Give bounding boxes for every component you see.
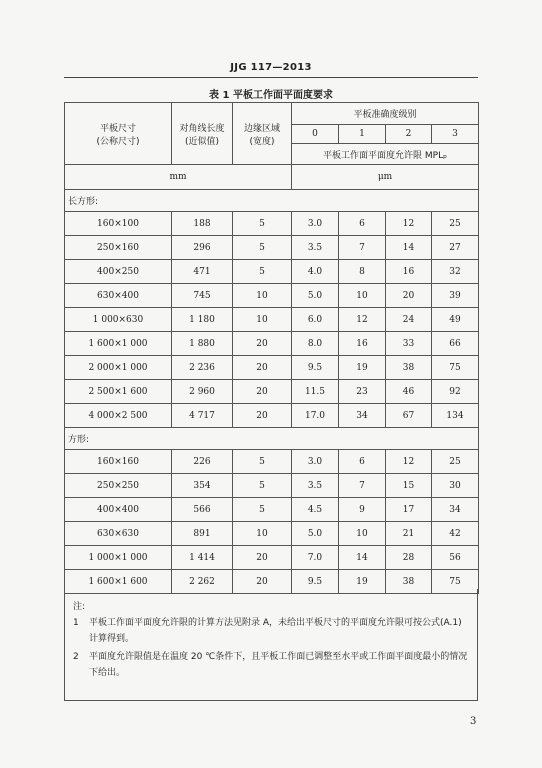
cell-diagonal: 566 bbox=[172, 498, 233, 522]
cell-size: 250×160 bbox=[65, 236, 172, 260]
cell-grade-3: 49 bbox=[432, 308, 479, 332]
col-header-edge-sub: (宽度) bbox=[249, 136, 275, 147]
table-row bbox=[65, 332, 479, 356]
cell-edge: 20 bbox=[233, 404, 292, 428]
cell-grade-0: 3.0 bbox=[292, 212, 339, 236]
cell-diagonal: 2 262 bbox=[172, 570, 233, 594]
table-row bbox=[65, 546, 479, 570]
cell-edge: 20 bbox=[233, 356, 292, 380]
grade-0: 0 bbox=[292, 125, 339, 144]
cell-grade-2: 14 bbox=[386, 236, 432, 260]
cell-diagonal: 471 bbox=[172, 260, 233, 284]
cell-grade-1: 10 bbox=[339, 284, 386, 308]
cell-diagonal: 226 bbox=[172, 450, 233, 474]
cell-grade-1: 19 bbox=[339, 570, 386, 594]
col-header-grade: 平板准确度级别 bbox=[292, 103, 479, 125]
note-2-number: 2 bbox=[73, 652, 79, 662]
cell-edge: 20 bbox=[233, 380, 292, 404]
cell-grade-0: 9.5 bbox=[292, 356, 339, 380]
section-label-square: 方形: bbox=[65, 428, 479, 450]
table-row bbox=[65, 450, 479, 474]
cell-size: 1 000×630 bbox=[65, 308, 172, 332]
cell-grade-3: 42 bbox=[432, 522, 479, 546]
col-header-diagonal-label: 对角线长度 bbox=[179, 123, 225, 134]
rect-rows bbox=[65, 212, 479, 428]
rect-section bbox=[65, 190, 479, 212]
cell-diagonal: 1 180 bbox=[172, 308, 233, 332]
grade-1: 1 bbox=[339, 125, 386, 144]
cell-grade-2: 67 bbox=[386, 404, 432, 428]
cell-size: 400×250 bbox=[65, 260, 172, 284]
cell-grade-3: 25 bbox=[432, 450, 479, 474]
cell-grade-3: 75 bbox=[432, 570, 479, 594]
notes-box bbox=[64, 589, 478, 701]
cell-grade-2: 33 bbox=[386, 332, 432, 356]
cell-grade-0: 7.0 bbox=[292, 546, 339, 570]
col-header-edge-label: 边缘区域 bbox=[243, 123, 280, 134]
cell-diagonal: 2 960 bbox=[172, 380, 233, 404]
cell-grade-3: 75 bbox=[432, 356, 479, 380]
cell-edge: 20 bbox=[233, 570, 292, 594]
page-number: 3 bbox=[470, 716, 477, 727]
cell-edge: 5 bbox=[233, 260, 292, 284]
col-header-edge bbox=[233, 103, 292, 165]
cell-grade-0: 5.0 bbox=[292, 522, 339, 546]
cell-grade-1: 16 bbox=[339, 332, 386, 356]
table-row bbox=[65, 212, 479, 236]
cell-grade-3: 27 bbox=[432, 236, 479, 260]
cell-grade-2: 38 bbox=[386, 356, 432, 380]
note-1 bbox=[73, 615, 469, 647]
cell-grade-1: 9 bbox=[339, 498, 386, 522]
note-1-number: 1 bbox=[73, 618, 79, 628]
grade-2: 2 bbox=[386, 125, 432, 144]
cell-size: 1 600×1 600 bbox=[65, 570, 172, 594]
cell-grade-3: 39 bbox=[432, 284, 479, 308]
unit-mm: mm bbox=[65, 165, 292, 190]
table-row bbox=[65, 474, 479, 498]
cell-grade-0: 17.0 bbox=[292, 404, 339, 428]
cell-size: 1 600×1 000 bbox=[65, 332, 172, 356]
cell-grade-0: 8.0 bbox=[292, 332, 339, 356]
flatness-table bbox=[64, 102, 479, 594]
cell-grade-3: 32 bbox=[432, 260, 479, 284]
cell-size: 1 000×1 000 bbox=[65, 546, 172, 570]
cell-grade-0: 9.5 bbox=[292, 570, 339, 594]
cell-edge: 5 bbox=[233, 450, 292, 474]
cell-grade-1: 7 bbox=[339, 474, 386, 498]
cell-grade-2: 20 bbox=[386, 284, 432, 308]
cell-size: 2 000×1 000 bbox=[65, 356, 172, 380]
cell-grade-2: 12 bbox=[386, 450, 432, 474]
cell-edge: 20 bbox=[233, 546, 292, 570]
col-header-mpl: 平板工作面平面度允许限 MPLₚ bbox=[292, 144, 479, 165]
cell-grade-0: 5.0 bbox=[292, 284, 339, 308]
table-row bbox=[65, 284, 479, 308]
table-row bbox=[65, 260, 479, 284]
col-header-size-label: 平板尺寸 bbox=[99, 123, 136, 134]
cell-edge: 5 bbox=[233, 212, 292, 236]
unit-um: μm bbox=[292, 165, 479, 190]
cell-edge: 5 bbox=[233, 498, 292, 522]
cell-grade-0: 3.5 bbox=[292, 474, 339, 498]
cell-diagonal: 354 bbox=[172, 474, 233, 498]
cell-size: 160×160 bbox=[65, 450, 172, 474]
cell-grade-3: 34 bbox=[432, 498, 479, 522]
cell-grade-3: 134 bbox=[432, 404, 479, 428]
cell-grade-3: 56 bbox=[432, 546, 479, 570]
cell-grade-1: 7 bbox=[339, 236, 386, 260]
cell-grade-0: 4.0 bbox=[292, 260, 339, 284]
cell-grade-3: 30 bbox=[432, 474, 479, 498]
col-header-diagonal bbox=[172, 103, 233, 165]
cell-edge: 5 bbox=[233, 474, 292, 498]
cell-grade-0: 4.5 bbox=[292, 498, 339, 522]
cell-diagonal: 1 880 bbox=[172, 332, 233, 356]
cell-grade-1: 23 bbox=[339, 380, 386, 404]
cell-grade-1: 10 bbox=[339, 522, 386, 546]
table-row bbox=[65, 498, 479, 522]
col-header-size-sub: (公称尺寸) bbox=[96, 136, 140, 147]
grade-3: 3 bbox=[432, 125, 479, 144]
cell-grade-2: 15 bbox=[386, 474, 432, 498]
cell-diagonal: 745 bbox=[172, 284, 233, 308]
table-row bbox=[65, 522, 479, 546]
note-2 bbox=[73, 649, 469, 681]
cell-edge: 10 bbox=[233, 308, 292, 332]
col-header-size bbox=[65, 103, 172, 165]
note-2-text: 平面度允许限值是在温度 20 ℃条件下，且平板工作面已调整至水平或工作面平面度最小的情况下给出。 bbox=[89, 652, 468, 678]
note-1-text: 平板工作面平面度允许限的计算方法见附录 A，未给出平板尺寸的平面度允许限可按公式(A.1)计算得到。 bbox=[89, 618, 462, 644]
cell-grade-2: 28 bbox=[386, 546, 432, 570]
cell-grade-2: 12 bbox=[386, 212, 432, 236]
table-row bbox=[65, 380, 479, 404]
notes-heading: 注: bbox=[73, 602, 86, 612]
cell-size: 4 000×2 500 bbox=[65, 404, 172, 428]
section-label-rectangular: 长方形: bbox=[65, 190, 479, 212]
cell-size: 400×400 bbox=[65, 498, 172, 522]
cell-diagonal: 4 717 bbox=[172, 404, 233, 428]
cell-grade-1: 34 bbox=[339, 404, 386, 428]
cell-grade-2: 24 bbox=[386, 308, 432, 332]
col-header-diagonal-sub: (近似值) bbox=[184, 136, 220, 147]
cell-grade-0: 6.0 bbox=[292, 308, 339, 332]
cell-grade-2: 16 bbox=[386, 260, 432, 284]
square-section bbox=[65, 428, 479, 450]
cell-size: 630×630 bbox=[65, 522, 172, 546]
running-header: JJG 117—2013 bbox=[230, 62, 312, 73]
cell-diagonal: 188 bbox=[172, 212, 233, 236]
cell-grade-1: 8 bbox=[339, 260, 386, 284]
cell-grade-2: 17 bbox=[386, 498, 432, 522]
cell-grade-2: 21 bbox=[386, 522, 432, 546]
cell-edge: 20 bbox=[233, 332, 292, 356]
cell-grade-3: 92 bbox=[432, 380, 479, 404]
cell-diagonal: 2 236 bbox=[172, 356, 233, 380]
cell-grade-0: 11.5 bbox=[292, 380, 339, 404]
cell-diagonal: 1 414 bbox=[172, 546, 233, 570]
cell-grade-2: 46 bbox=[386, 380, 432, 404]
cell-size: 2 500×1 600 bbox=[65, 380, 172, 404]
table-title: 表 1 平板工作面平面度要求 bbox=[209, 90, 333, 101]
header-rule bbox=[64, 77, 478, 78]
cell-edge: 5 bbox=[233, 236, 292, 260]
cell-diagonal: 296 bbox=[172, 236, 233, 260]
cell-size: 250×250 bbox=[65, 474, 172, 498]
table-row bbox=[65, 236, 479, 260]
cell-size: 630×400 bbox=[65, 284, 172, 308]
cell-grade-1: 12 bbox=[339, 308, 386, 332]
table-row bbox=[65, 308, 479, 332]
table-header bbox=[65, 103, 479, 190]
cell-size: 160×100 bbox=[65, 212, 172, 236]
cell-grade-0: 3.0 bbox=[292, 450, 339, 474]
cell-edge: 10 bbox=[233, 522, 292, 546]
cell-grade-3: 25 bbox=[432, 212, 479, 236]
table-row bbox=[65, 404, 479, 428]
cell-grade-0: 3.5 bbox=[292, 236, 339, 260]
cell-grade-1: 6 bbox=[339, 450, 386, 474]
cell-grade-1: 6 bbox=[339, 212, 386, 236]
cell-grade-2: 38 bbox=[386, 570, 432, 594]
table-row bbox=[65, 356, 479, 380]
cell-edge: 10 bbox=[233, 284, 292, 308]
square-rows bbox=[65, 450, 479, 594]
cell-diagonal: 891 bbox=[172, 522, 233, 546]
cell-grade-1: 19 bbox=[339, 356, 386, 380]
cell-grade-1: 14 bbox=[339, 546, 386, 570]
cell-grade-3: 66 bbox=[432, 332, 479, 356]
